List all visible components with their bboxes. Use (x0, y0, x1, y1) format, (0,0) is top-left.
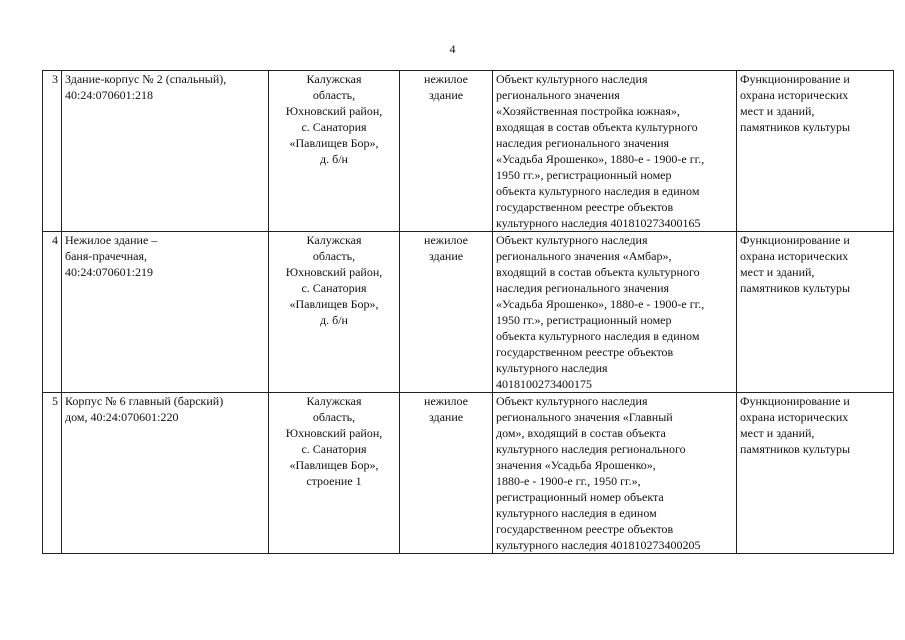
object-name-cell (62, 393, 269, 554)
address-line: область, (312, 410, 356, 424)
address-line: строение 1 (306, 474, 362, 488)
page-number: 4 (449, 42, 456, 56)
heritage-description-line: дом», входящий в состав объекта (496, 426, 666, 440)
address-cell (269, 393, 400, 554)
usage-purpose-line: охрана исторических (740, 249, 849, 263)
address-line: с. Санатория (301, 281, 367, 295)
heritage-description-line: наследия регионального значения (496, 136, 670, 150)
heritage-description-cell (493, 232, 737, 393)
heritage-description-line: объекта культурного наследия в едином (496, 329, 700, 343)
row-number: 4 (43, 232, 62, 393)
heritage-description-line: регистрационный номер объекта (496, 490, 664, 504)
heritage-description-line: регионального значения (496, 88, 620, 102)
heritage-description-line: 1880-е - 1900-е гг., 1950 гг.», (496, 474, 641, 488)
address-line: Калужская (306, 233, 362, 247)
heritage-description-line: входящий в состав объекта культурного (496, 265, 700, 279)
address-line: Юхновский район, (285, 265, 383, 279)
usage-purpose-cell (737, 232, 894, 393)
object-name-line: Нежилое здание – (65, 233, 158, 247)
heritage-description-line: Объект культурного наследия (496, 394, 648, 408)
heritage-description-line: культурного наследия в едином (496, 506, 657, 520)
heritage-description-line: наследия регионального значения (496, 281, 670, 295)
heritage-description-line: государственном реестре объектов (496, 345, 674, 359)
object-type-cell (400, 232, 493, 393)
object-type-line: здание (428, 88, 464, 102)
object-name-line: 40:24:070601:219 (65, 265, 154, 279)
usage-purpose-line: мест и зданий, (740, 265, 815, 279)
table-row (43, 232, 894, 393)
heritage-description-line: Объект культурного наследия (496, 233, 648, 247)
usage-purpose-line: мест и зданий, (740, 426, 815, 440)
object-type-line: нежилое (424, 72, 468, 86)
table-row (43, 393, 894, 554)
object-type-line: здание (428, 410, 464, 424)
row-number: 5 (43, 393, 62, 554)
heritage-description-line: значения «Усадьба Ярошенко», (496, 458, 656, 472)
address-line: с. Санатория (301, 120, 367, 134)
address-line: д. б/н (320, 152, 348, 166)
heritage-description-line: «Хозяйственная постройка южная», (496, 104, 680, 118)
heritage-description-line: «Усадьба Ярошенко», 1880-е - 1900-е гг., (496, 152, 705, 166)
usage-purpose-line: Функционирование и (740, 72, 850, 86)
heritage-description-line: 1950 гг.», регистрационный номер (496, 168, 672, 182)
address-line: «Павлищев Бор», (289, 297, 379, 311)
object-name-line: Здание-корпус № 2 (спальный), (65, 72, 227, 86)
address-line: область, (312, 249, 356, 263)
address-line: область, (312, 88, 356, 102)
address-cell (269, 232, 400, 393)
object-type-cell (400, 71, 493, 232)
heritage-description-line: входящая в состав объекта культурного (496, 120, 698, 134)
address-line: д. б/н (320, 313, 348, 327)
object-name-line: баня-прачечная, (65, 249, 148, 263)
object-type-line: нежилое (424, 233, 468, 247)
object-name-cell (62, 232, 269, 393)
object-name-cell (62, 71, 269, 232)
usage-purpose-line: охрана исторических (740, 410, 849, 424)
object-name-line: Корпус № 6 главный (барский) (65, 394, 224, 408)
usage-purpose-cell (737, 71, 894, 232)
heritage-description-line: государственном реестре объектов (496, 522, 674, 536)
address-line: Калужская (306, 72, 362, 86)
address-line: Калужская (306, 394, 362, 408)
usage-purpose-line: мест и зданий, (740, 104, 815, 118)
usage-purpose-line: памятников культуры (740, 442, 851, 456)
heritage-description-line: культурного наследия (496, 361, 608, 375)
usage-purpose-line: Функционирование и (740, 233, 850, 247)
usage-purpose-line: Функционирование и (740, 394, 850, 408)
usage-purpose-cell (737, 393, 894, 554)
heritage-description-line: «Усадьба Ярошенко», 1880-е - 1900-е гг., (496, 297, 705, 311)
address-line: Юхновский район, (285, 426, 383, 440)
heritage-description-line: культурного наследия 401810273400165 (496, 216, 701, 230)
address-line: «Павлищев Бор», (289, 136, 379, 150)
property-table (42, 70, 894, 554)
address-line: «Павлищев Бор», (289, 458, 379, 472)
usage-purpose-line: охрана исторических (740, 88, 849, 102)
address-line: Юхновский район, (285, 104, 383, 118)
table-body (43, 71, 894, 554)
object-type-line: здание (428, 249, 464, 263)
object-name-line: дом, 40:24:070601:220 (65, 410, 179, 424)
heritage-description-line: 4018100273400175 (496, 377, 592, 391)
object-name-line: 40:24:070601:218 (65, 88, 154, 102)
address-line: с. Санатория (301, 442, 367, 456)
heritage-description-line: культурного наследия регионального (496, 442, 686, 456)
row-number: 3 (43, 71, 62, 232)
heritage-description-cell (493, 71, 737, 232)
object-type-line: нежилое (424, 394, 468, 408)
heritage-description-line: объекта культурного наследия в едином (496, 184, 700, 198)
heritage-description-line: Объект культурного наследия (496, 72, 648, 86)
heritage-description-line: государственном реестре объектов (496, 200, 674, 214)
heritage-description-line: 1950 гг.», регистрационный номер (496, 313, 672, 327)
heritage-description-cell (493, 393, 737, 554)
usage-purpose-line: памятников культуры (740, 281, 851, 295)
heritage-description-line: регионального значения «Главный (496, 410, 673, 424)
usage-purpose-line: памятников культуры (740, 120, 851, 134)
table-row (43, 71, 894, 232)
object-type-cell (400, 393, 493, 554)
heritage-description-line: культурного наследия 401810273400205 (496, 538, 701, 552)
address-cell (269, 71, 400, 232)
heritage-description-line: регионального значения «Амбар», (496, 249, 672, 263)
